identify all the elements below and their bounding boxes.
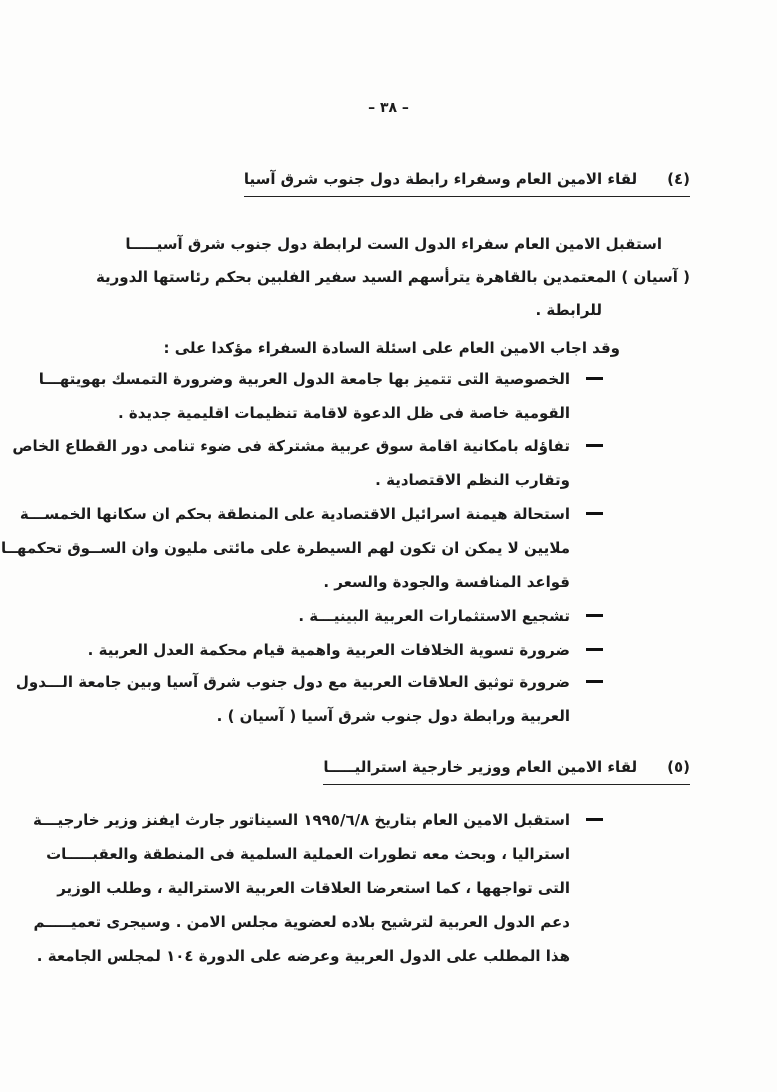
bullet-dash-icon — [586, 512, 603, 515]
bullet-dash-icon — [586, 680, 603, 683]
paragraph-line: استقبل الامين العام بتاريخ ١٩٩٥/٦/٨ السيناتور جارث ايفنز وزير خارجيـــة — [33, 811, 570, 829]
bullet-text — [87, 633, 570, 667]
bullet-text — [33, 803, 570, 973]
bullet-line: ملايين لا يمكن ان تكون لهم السيطرة على مائتى مليون وان الســوق تحكمهــا — [1, 539, 570, 557]
bullet-text — [15, 665, 570, 733]
bullet-item — [38, 362, 603, 430]
bullet-line: تشجيع الاستثمارات العربية البينيـــة . — [298, 607, 570, 625]
section4-heading — [244, 170, 690, 197]
paragraph-line: دعم الدول العربية لترشيح بلاده لعضوية مجلس الامن . وسيجرى تعميـــــم — [33, 913, 570, 931]
bullet-line: القومية خاصة فى ظل الدعوة لاقامة تنظيمات اقليمية جديدة . — [117, 404, 570, 422]
bullet-dash-icon — [586, 377, 603, 380]
bullet-dash-icon — [586, 648, 603, 651]
bullet-line: ضرورة توثيق العلاقات العربية مع دول جنوب شرق آسيا وبين جامعة الـــدول — [15, 673, 570, 691]
bullet-line: وتقارب النظم الاقتصادية . — [375, 471, 570, 489]
bullet-item — [95, 599, 603, 633]
paragraph-line: وقد اجاب الامين العام على اسئلة السادة السفراء مؤكدا على : — [163, 339, 620, 357]
bullet-line: قواعد المنافسة والجودة والسعر . — [323, 573, 570, 591]
bullet-dash-icon — [586, 614, 603, 617]
section5-paragraph — [33, 803, 603, 973]
bullet-item — [12, 429, 603, 497]
section4-title: لقاء الامين العام وسفراء رابطة دول جنوب شرق آسيا — [243, 170, 638, 188]
bullet-dash-icon — [586, 444, 603, 447]
paragraph-line: هذا المطلب على الدول العربية وعرضه على الدورة ١٠٤ لمجلس الجامعة . — [36, 947, 570, 965]
bullet-line: استحالة هيمنة اسرائيل الاقتصادية على المنطقة بحكم ان سكانها الخمســـة — [19, 505, 570, 523]
section4-paragraph — [92, 228, 690, 327]
paragraph-line: التى تواجهها ، كما استعرضا العلاقات العربية الاسترالية ، وطلب الوزير — [57, 879, 570, 897]
bullet-text — [12, 429, 570, 497]
section5-number: (٥) — [667, 758, 690, 776]
paragraph-line: استراليا ، وبحث معه تطورات العملية السلمية فى المنطقة والعقبـــــات — [46, 845, 570, 863]
bullet-item — [87, 633, 603, 667]
bullet-line: تفاؤله بامكانية اقامة سوق عربية مشتركة فى ضوء تنامى دور القطاع الخاص — [12, 437, 570, 455]
page-number: – ٣٨ – — [368, 100, 409, 116]
section5-title: لقاء الامين العام ووزير خارجية استراليـــــا — [323, 758, 638, 776]
section4-number: (٤) — [667, 170, 690, 188]
bullet-text — [1, 497, 570, 599]
bullet-line: ضرورة تسوية الخلافات العربية واهمية قيام محكمة العدل العربية . — [87, 641, 570, 659]
paragraph-line: ( آسيان ) المعتمدين بالقاهرة يترأسهم السيد سفير الفلبين بحكم رئاستها الدورية — [95, 268, 690, 286]
bullet-line: الخصوصية التى تتميز بها جامعة الدول العربية وضرورة التمسك بهويتهـــا — [38, 370, 570, 388]
bullet-text — [95, 599, 570, 633]
bullet-line: العربية ورابطة دول جنوب شرق آسيا ( آسيان ) . — [216, 707, 570, 725]
bullet-text — [38, 362, 570, 430]
section4-intro-line — [163, 332, 620, 365]
paragraph-line: استقبل الامين العام سفراء الدول الست لرابطة دول جنوب شرق آسيـــــا — [125, 235, 662, 253]
paragraph-line: للرابطة . — [535, 301, 602, 319]
bullet-item — [1, 497, 603, 599]
bullet-item — [15, 665, 603, 733]
bullet-dash-icon — [586, 818, 603, 821]
section5-heading — [323, 758, 690, 785]
